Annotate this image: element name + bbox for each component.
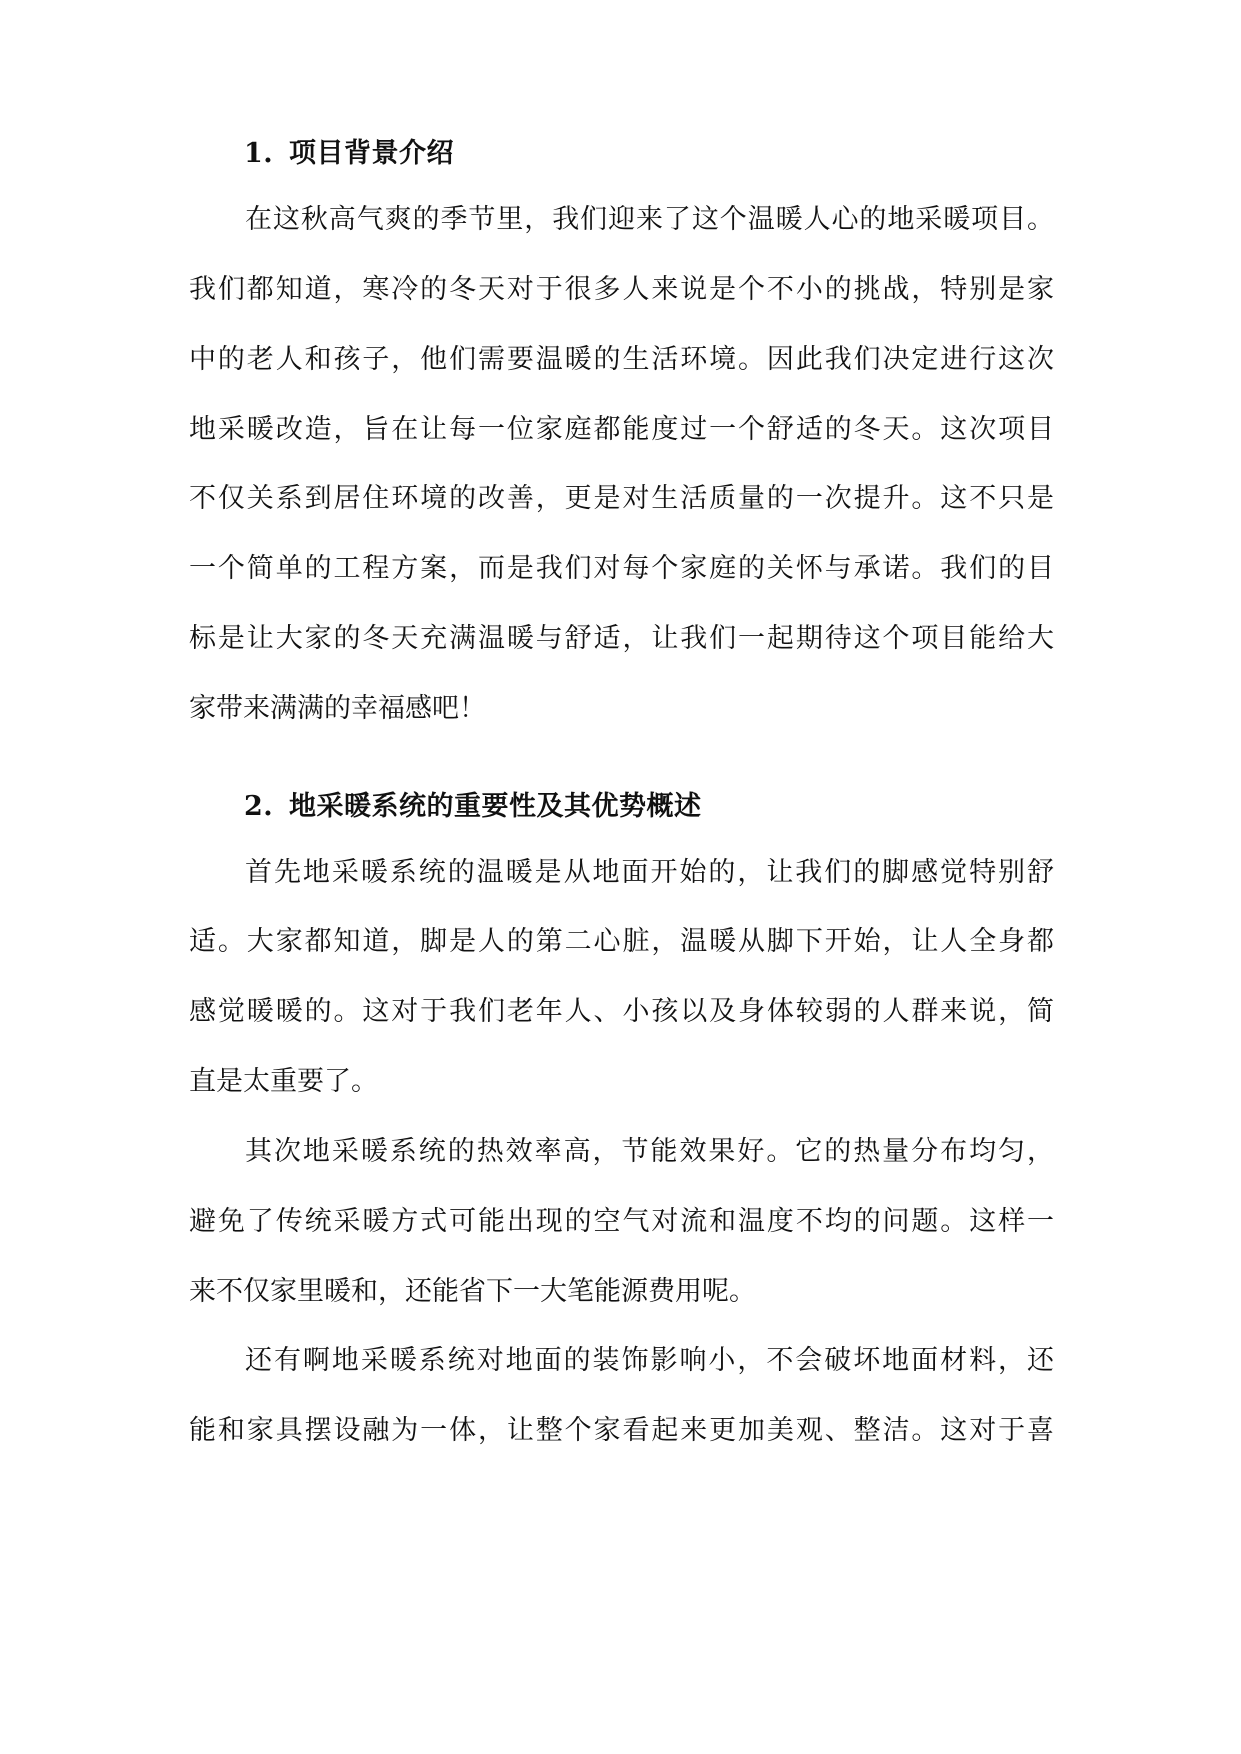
paragraph-line: 适。大家都知道，脚是人的第二心脏，温暖从脚下开始，让人全身都	[189, 926, 1054, 957]
paragraph-line: 能和家具摆设融为一体，让整个家看起来更加美观、整洁。这对于喜	[189, 1415, 1054, 1446]
section-1-title: 项目背景介绍	[289, 138, 454, 169]
paragraph-line: 中的老人和孩子，他们需要温暖的生活环境。因此我们决定进行这次	[189, 344, 1054, 375]
paragraph-line: 还有啊地采暖系统对地面的装饰影响小，不会破坏地面材料，还	[245, 1345, 1054, 1376]
paragraph-line-last: 家带来满满的幸福感吧！	[189, 693, 486, 724]
paragraph-line-last: 直是太重要了。	[189, 1066, 378, 1097]
paragraph-line: 感觉暖暖的。这对于我们老年人、小孩以及身体较弱的人群来说，简	[189, 996, 1054, 1027]
section-2-number: 2.	[244, 791, 274, 822]
paragraph-line: 其次地采暖系统的热效率高，节能效果好。它的热量分布均匀，	[245, 1136, 1054, 1167]
paragraph-line: 一个简单的工程方案，而是我们对每个家庭的关怀与承诺。我们的目	[189, 553, 1054, 584]
paragraph-line: 地采暖改造，旨在让每一位家庭都能度过一个舒适的冬天。这次项目	[189, 414, 1054, 445]
paragraph-line: 标是让大家的冬天充满温暖与舒适，让我们一起期待这个项目能给大	[189, 623, 1054, 654]
paragraph-line: 我们都知道，寒冷的冬天对于很多人来说是个不小的挑战，特别是家	[189, 274, 1054, 305]
section-2-heading	[244, 789, 702, 825]
section-1-heading	[244, 136, 454, 172]
section-1-number: 1.	[244, 138, 274, 169]
paragraph-line: 不仅关系到居住环境的改善，更是对生活质量的一次提升。这不只是	[189, 483, 1054, 514]
paragraph-line-last: 来不仅家里暖和，还能省下一大笔能源费用呢。	[189, 1276, 756, 1307]
section-2-title: 地采暖系统的重要性及其优势概述	[289, 791, 702, 822]
paragraph-line: 在这秋高气爽的季节里，我们迎来了这个温暖人心的地采暖项目。	[245, 204, 1054, 235]
paragraph-line: 避免了传统采暖方式可能出现的空气对流和温度不均的问题。这样一	[189, 1206, 1054, 1237]
paragraph-line: 首先地采暖系统的温暖是从地面开始的，让我们的脚感觉特别舒	[245, 857, 1054, 888]
